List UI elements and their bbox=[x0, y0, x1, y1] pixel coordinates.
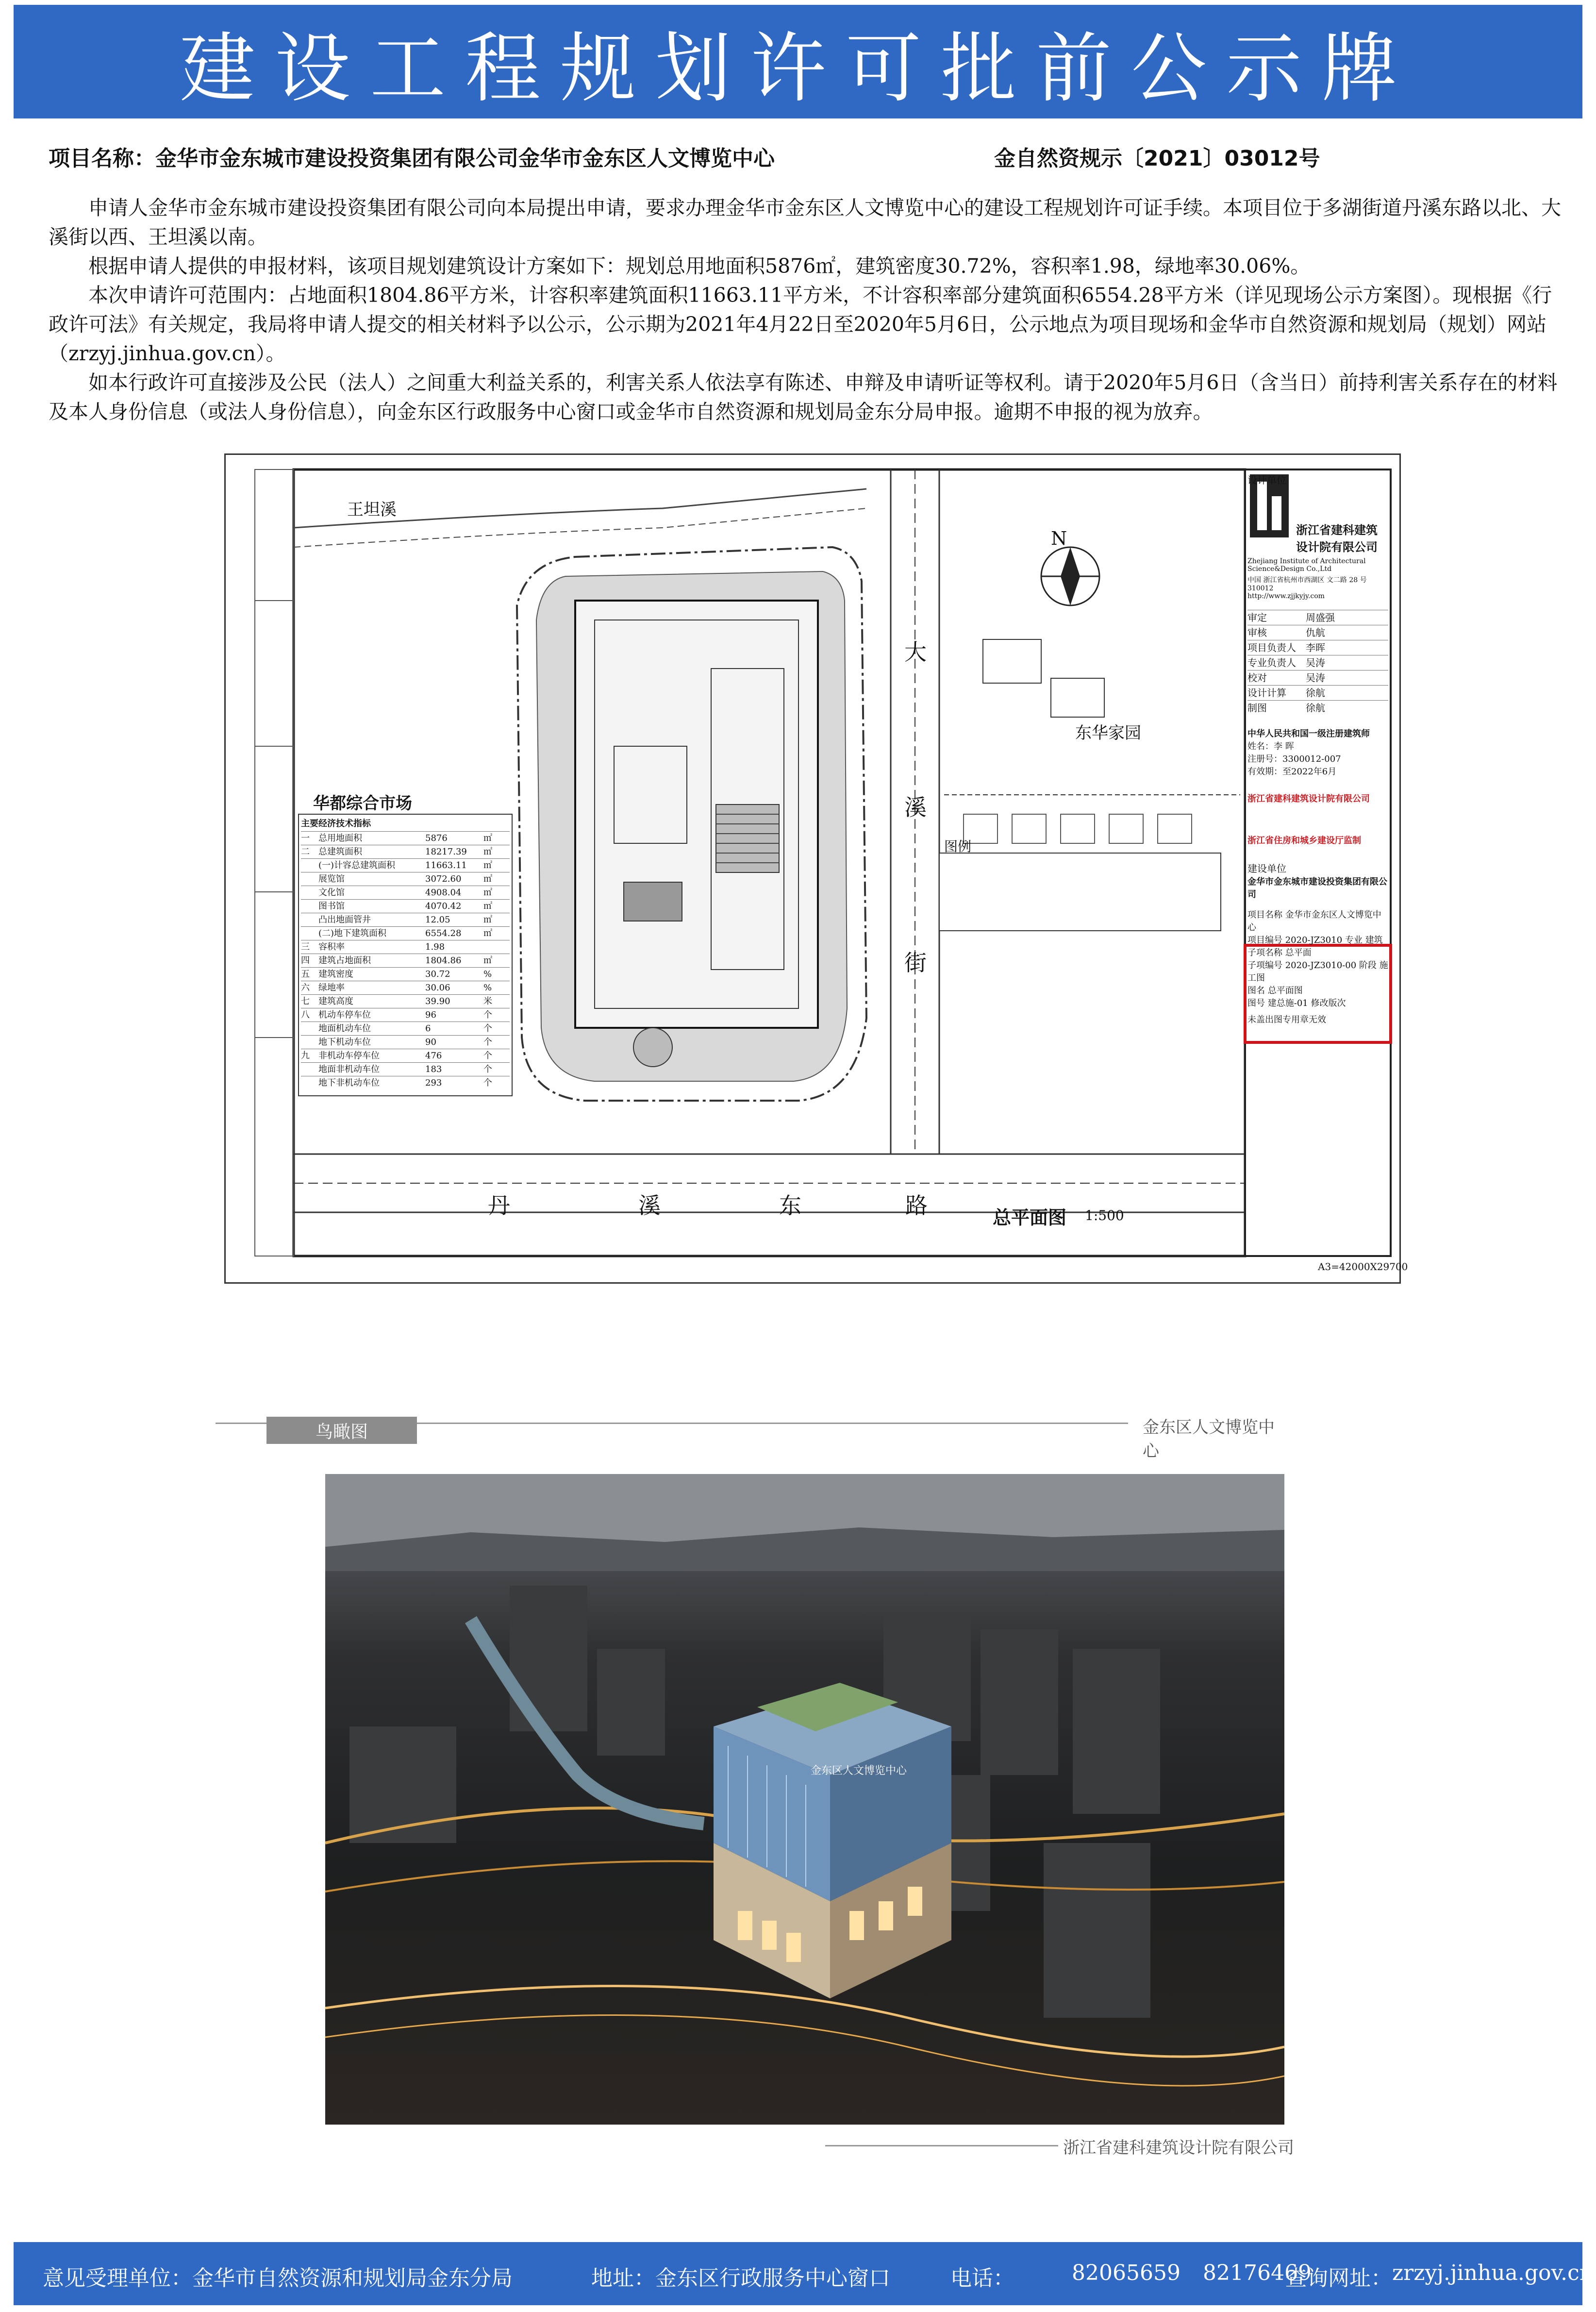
econ-table-cell bbox=[301, 1036, 318, 1049]
building-sign: 金东区人文博览中心 bbox=[811, 1765, 907, 1777]
role-title: 审核 bbox=[1247, 627, 1267, 638]
role-row bbox=[1247, 640, 1388, 655]
econ-table-cell: 476 bbox=[425, 1051, 442, 1061]
title-block bbox=[1247, 472, 1388, 1025]
econ-table-cell: ㎡ bbox=[483, 955, 492, 966]
econ-table-cell: 个 bbox=[483, 1051, 492, 1061]
project-info-row bbox=[49, 141, 1553, 175]
discipline: 建筑 bbox=[1365, 935, 1383, 945]
role-title: 项目负责人 bbox=[1247, 642, 1296, 653]
econ-table-cell: 四 bbox=[301, 955, 310, 966]
role-person: 仇航 bbox=[1306, 627, 1325, 638]
econ-table-row bbox=[301, 1062, 510, 1076]
role-person: 吴涛 bbox=[1306, 672, 1325, 684]
econ-table-cell: 18217.39 bbox=[425, 847, 467, 857]
render-firm-name: 浙江省建科建筑设计院有限公司 bbox=[1063, 2138, 1294, 2158]
econ-table-cell: 6554.28 bbox=[425, 928, 462, 938]
role-row bbox=[1247, 610, 1388, 625]
plan-title: 总平面图 bbox=[993, 1206, 1067, 1228]
footer-phone-2: 82176469 bbox=[1203, 2261, 1312, 2285]
econ-table-cell: 39.90 bbox=[425, 996, 450, 1006]
econ-table-cell bbox=[301, 1076, 318, 1089]
project-no-label: 项目编号 bbox=[1247, 935, 1282, 945]
sub-no-label: 子项编号 bbox=[1247, 960, 1282, 971]
econ-table-cell: ㎡ bbox=[483, 888, 492, 898]
econ-table-cell: 总建筑面积 bbox=[318, 847, 362, 857]
econ-table-cell bbox=[301, 913, 318, 926]
econ-table-cell: 米 bbox=[483, 996, 492, 1006]
econ-table-cell: 九 bbox=[301, 1051, 310, 1061]
market-label: 华都综合市场 bbox=[313, 794, 412, 813]
role-row bbox=[1247, 685, 1388, 700]
econ-table-row bbox=[301, 1008, 510, 1022]
site-plan-drawing bbox=[224, 453, 1408, 1284]
econ-table-cell: 3072.60 bbox=[425, 874, 462, 884]
econ-table-cell: 5876 bbox=[425, 833, 448, 843]
registered-valid: 有效期：至2022年6月 bbox=[1247, 767, 1337, 777]
banner bbox=[14, 5, 1582, 118]
role-title: 校对 bbox=[1247, 672, 1267, 684]
footer-web: zrzyj.jinhua.gov.cn bbox=[1392, 2261, 1594, 2285]
econ-table-row bbox=[301, 1035, 510, 1049]
econ-table-cell: 建筑高度 bbox=[318, 996, 353, 1006]
river-label: 王坦溪 bbox=[347, 500, 397, 519]
econ-table-cell: 4908.04 bbox=[425, 888, 462, 898]
econ-table-cell: 凸出地面管井 bbox=[318, 915, 371, 925]
econ-table-cell bbox=[301, 900, 318, 913]
econ-table-row bbox=[301, 954, 510, 967]
render-firm-caption bbox=[825, 2134, 1427, 2159]
aerial-rendering-svg bbox=[325, 1474, 1284, 2125]
econ-table-cell: 七 bbox=[301, 996, 310, 1006]
role-title: 审定 bbox=[1247, 612, 1267, 623]
econ-table-cell: ㎡ bbox=[483, 901, 492, 911]
role-title: 设计计算 bbox=[1247, 687, 1286, 699]
sub-label: 子项名称 bbox=[1247, 948, 1282, 958]
econ-table-cell bbox=[301, 1063, 318, 1076]
stage-label: 阶段 bbox=[1359, 960, 1377, 971]
plan-scale: 1:500 bbox=[1085, 1207, 1124, 1223]
econ-table-row bbox=[301, 981, 510, 994]
econ-table-cell: 个 bbox=[483, 1078, 492, 1088]
role-row bbox=[1247, 625, 1388, 640]
econ-table-cell: 展览馆 bbox=[318, 874, 345, 884]
legend-title: 图例 bbox=[944, 838, 972, 854]
econ-table-row bbox=[301, 845, 510, 858]
drawing-name: 总平面图 bbox=[1267, 986, 1303, 996]
footer-bar bbox=[14, 2242, 1594, 2305]
sheet-size: A3=42000X29700 bbox=[1318, 1261, 1408, 1273]
road-east-char-1: 大 bbox=[904, 639, 927, 665]
econ-table-cell: 30.72 bbox=[425, 969, 450, 979]
econ-table-cell: 二 bbox=[301, 847, 310, 857]
econ-table-row bbox=[301, 1049, 510, 1062]
validity-note: 未盖出图专用章无效 bbox=[1247, 1015, 1326, 1025]
econ-table-row bbox=[301, 1022, 510, 1035]
east-garden-label: 东华家园 bbox=[1075, 723, 1141, 743]
econ-table-row bbox=[301, 886, 510, 899]
econ-table-cell: ㎡ bbox=[483, 874, 492, 884]
econ-table-row bbox=[301, 899, 510, 913]
paragraph-1: 申请人金华市金东城市建设投资集团有限公司向本局提出申请，要求办理金华市金东区人文博览中心的建设工程规划许可证手续。本项目位于多湖街道丹溪东路以北、大溪街以西、王坦溪以南。 bbox=[49, 196, 1561, 249]
econ-table-cell: 个 bbox=[483, 1023, 492, 1034]
paragraph-2: 根据申请人提供的申报材料，该项目规划建筑设计方案如下：规划总用地面积5876㎡，建筑密度30.72%，容积率1.98，绿地率30.06%。 bbox=[88, 254, 1311, 278]
road-south-char-1: 丹 bbox=[488, 1192, 510, 1219]
road-south-char-2: 溪 bbox=[638, 1192, 661, 1219]
econ-table-row bbox=[301, 994, 510, 1008]
econ-table bbox=[301, 817, 510, 1089]
econ-table-cell: 地下机动车位 bbox=[318, 1037, 371, 1047]
econ-table-cell: 地面机动车位 bbox=[318, 1023, 371, 1034]
role-row bbox=[1247, 655, 1388, 670]
aerial-rendering bbox=[325, 1474, 1284, 2125]
paragraph-4: 如本行政许可直接涉及公民（法人）之间重大利益关系的，利害关系人依法享有陈述、申辩及申请听证等权利。请于2020年5月6日（含当日）前持利害关系存在的材料及本人身份信息（或法人身份信息），向金东区行政服务中心窗口或金华市自然资源和规划局金东分局申报。逾期不申报的视为放弃。 bbox=[49, 371, 1558, 423]
econ-table-cell: 非机动车停车位 bbox=[318, 1051, 380, 1061]
drawing-no-label: 图号 bbox=[1247, 998, 1265, 1008]
econ-table-row bbox=[301, 913, 510, 926]
paragraph-3: 本次申请许可范围内：占地面积1804.86平方米，计容积率建筑面积11663.11平方米，不计容积率部分建筑面积6554.28平方米（详见现场公示方案图）。现根据《行政许可法》有关规定，我局将申请人提交的相关材料予以公示，公示期为2021年4月22日至2020年5月6日，公示地点为项目现场和金华市自然资源和规划局（规划）网站（zrzyj.jinhua.gov.cn）。 bbox=[49, 284, 1552, 365]
econ-table-cell bbox=[301, 859, 318, 872]
econ-table-row bbox=[301, 872, 510, 886]
footer-web-label: 查询网址： bbox=[1285, 2266, 1392, 2291]
econ-table-cell: 总用地面积 bbox=[318, 833, 362, 843]
road-east-char-3: 街 bbox=[904, 950, 927, 976]
econ-table-cell: 地面非机动车位 bbox=[318, 1064, 380, 1074]
role-title: 专业负责人 bbox=[1247, 657, 1296, 669]
econ-table-cell: % bbox=[483, 969, 492, 979]
econ-table-cell bbox=[301, 1022, 318, 1035]
footer-address: 地址：金东区行政服务中心窗口 bbox=[591, 2266, 890, 2291]
econ-table-cell: 六 bbox=[301, 983, 310, 993]
econ-table-cell: 1804.86 bbox=[425, 955, 462, 966]
registered-title: 中华人民共和国一级注册建筑师 bbox=[1247, 729, 1370, 739]
econ-table-cell: 1.98 bbox=[425, 942, 445, 952]
road-south-char-4: 路 bbox=[905, 1192, 928, 1219]
role-row bbox=[1247, 700, 1388, 715]
aerial-section-header bbox=[216, 1417, 1283, 1461]
econ-table-cell: 机动车停车位 bbox=[318, 1010, 371, 1020]
road-south-char-3: 东 bbox=[779, 1192, 801, 1219]
aerial-caption: 金东区人文博览中心 bbox=[1143, 1418, 1275, 1461]
econ-table-cell: 图书馆 bbox=[318, 901, 345, 911]
econ-table-cell bbox=[301, 886, 318, 899]
econ-table-cell: 个 bbox=[483, 1064, 492, 1074]
aerial-tab: 鸟瞰图 bbox=[266, 1417, 417, 1444]
econ-table-row bbox=[301, 1076, 510, 1089]
role-person: 周盛强 bbox=[1306, 612, 1335, 623]
econ-table-cell: 八 bbox=[301, 1010, 310, 1020]
econ-table-cell: 183 bbox=[425, 1064, 442, 1074]
econ-table-cell: (二)地下建筑面积 bbox=[318, 928, 387, 938]
econ-table-cell: 4070.42 bbox=[425, 901, 462, 911]
econ-table-cell: 地下非机动车位 bbox=[318, 1078, 380, 1088]
registered-name: 姓名：李 晖 bbox=[1247, 741, 1294, 752]
project-no: 2020-JZ3010 bbox=[1285, 935, 1343, 945]
econ-table-cell: 30.06 bbox=[425, 983, 450, 993]
econ-table-row bbox=[301, 967, 510, 981]
econ-table-row bbox=[301, 831, 510, 845]
econ-table-cell: 一 bbox=[301, 833, 310, 843]
page-title: 建设工程规划许可批前公示牌 bbox=[180, 24, 1416, 113]
econ-table-title: 主要经济技术指标 bbox=[301, 819, 371, 829]
econ-table-cell: 12.05 bbox=[425, 915, 450, 925]
econ-table-cell: 建筑占地面积 bbox=[318, 955, 371, 966]
project-value: 金华市金东区人文博览中心 bbox=[1247, 910, 1381, 933]
econ-table-cell: 11663.11 bbox=[425, 860, 467, 871]
econ-table-cell: ㎡ bbox=[483, 860, 492, 871]
econ-table-rows bbox=[301, 831, 510, 1089]
stamp-authority: 浙江省住房和城乡建设厅监制 bbox=[1247, 836, 1361, 846]
firm-section-label: 设计单位 bbox=[1247, 474, 1286, 486]
stage: 施工图 bbox=[1247, 960, 1388, 983]
document-number: 金自然资规示〔2021〕03012号 bbox=[994, 146, 1320, 171]
econ-table-cell: (一)计容总建筑面积 bbox=[318, 860, 396, 871]
econ-table-cell: 五 bbox=[301, 969, 310, 979]
econ-table-cell: ㎡ bbox=[483, 847, 492, 857]
econ-table-cell: 293 bbox=[425, 1078, 442, 1088]
firm-website: http://www.zjjkyjy.com bbox=[1247, 592, 1325, 600]
firm-address: 中国 浙江省杭州市西湖区 文二路 28 号 310012 bbox=[1247, 576, 1367, 592]
econ-table-cell: ㎡ bbox=[483, 928, 492, 938]
econ-table-cell bbox=[301, 927, 318, 940]
econ-table-cell: 个 bbox=[483, 1010, 492, 1020]
econ-table-cell: 90 bbox=[425, 1037, 436, 1047]
econ-table-cell: 三 bbox=[301, 942, 310, 952]
project-name: 项目名称：金华市金东城市建设投资集团有限公司金华市金东区人文博览中心 bbox=[49, 146, 775, 171]
role-person: 吴涛 bbox=[1306, 657, 1325, 669]
stamp-firm: 浙江省建科建筑设计院有限公司 bbox=[1247, 794, 1370, 804]
announcement-body bbox=[49, 193, 1568, 426]
econ-table-cell: 绿地率 bbox=[318, 983, 345, 993]
econ-table-row bbox=[301, 858, 510, 872]
road-east-char-2: 溪 bbox=[904, 794, 927, 821]
econ-table-cell: 96 bbox=[425, 1010, 436, 1020]
firm-name: 浙江省建科建筑设计院有限公司 bbox=[1296, 523, 1378, 554]
econ-table-cell: 6 bbox=[425, 1023, 431, 1034]
discipline-label: 专业 bbox=[1345, 935, 1363, 945]
roles-list bbox=[1247, 610, 1388, 715]
registered-no: 注册号：3300012-007 bbox=[1247, 754, 1341, 764]
firm-en: Zhejiang Institute of Architectural Science&Design Co.,Ltd bbox=[1247, 557, 1366, 573]
footer-phone-1: 82065659 bbox=[1072, 2261, 1180, 2285]
drawing-no: 建总施-01 bbox=[1267, 998, 1308, 1008]
revision-label: 修改版次 bbox=[1311, 998, 1346, 1008]
econ-table-cell: 建筑密度 bbox=[318, 969, 353, 979]
drawing-label: 图名 bbox=[1247, 986, 1265, 996]
role-person: 徐航 bbox=[1306, 702, 1325, 714]
econ-table-cell: % bbox=[483, 983, 492, 993]
client-label: 建设单位 bbox=[1247, 863, 1286, 874]
sub-value: 总平面 bbox=[1285, 948, 1312, 958]
econ-table-row bbox=[301, 940, 510, 954]
econ-table-cell bbox=[483, 940, 503, 954]
econ-table-cell: ㎡ bbox=[483, 915, 492, 925]
econ-table-cell: ㎡ bbox=[483, 833, 492, 843]
econ-table-cell: 容积率 bbox=[318, 942, 345, 952]
project-label: 项目名称 bbox=[1247, 910, 1282, 920]
role-person: 徐航 bbox=[1306, 687, 1325, 699]
role-row bbox=[1247, 670, 1388, 685]
footer-office: 意见受理单位：金华市自然资源和规划局金东分局 bbox=[43, 2266, 513, 2291]
econ-table-cell: 文化馆 bbox=[318, 888, 345, 898]
north-label: N bbox=[1051, 528, 1067, 549]
econ-table-row bbox=[301, 926, 510, 940]
footer-phone-label: 电话： bbox=[950, 2266, 1014, 2291]
econ-table-cell bbox=[301, 872, 318, 886]
role-person: 李晖 bbox=[1306, 642, 1325, 653]
client-name: 金华市金东城市建设投资集团有限公司 bbox=[1247, 877, 1387, 900]
firm-divider bbox=[825, 2145, 1058, 2146]
econ-table-cell: 个 bbox=[483, 1037, 492, 1047]
sub-no: 2020-JZ3010-00 bbox=[1285, 960, 1357, 971]
role-title: 制图 bbox=[1247, 702, 1267, 714]
